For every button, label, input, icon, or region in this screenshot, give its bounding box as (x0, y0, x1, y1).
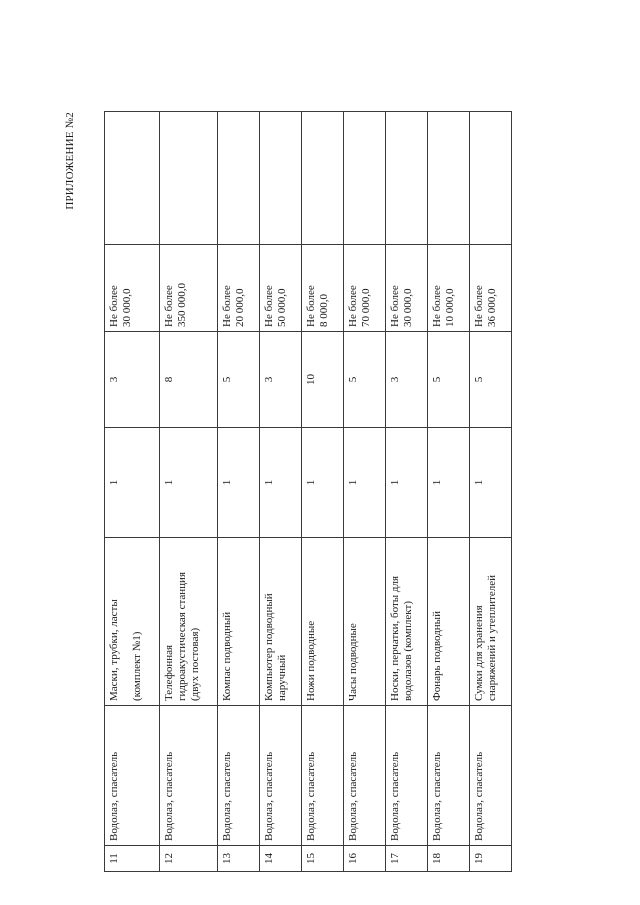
row-quantity-total (260, 332, 302, 428)
row-quantity-total-text: 8 (162, 376, 175, 383)
row-price-text: Не более 70 000,0 (347, 285, 373, 327)
row-number-text: 11 (108, 853, 120, 864)
equipment-table (104, 111, 512, 872)
row-number-text: 19 (473, 853, 485, 864)
row-quantity (428, 428, 470, 538)
row-number (159, 846, 218, 872)
row-quantity-text: 1 (473, 479, 485, 486)
row-empty-cell (302, 112, 344, 245)
row-item-name-text: Телефонная гидроакустическая станция (двух постовая) (162, 571, 201, 701)
row-role-text: Водолаз, спасатель (347, 751, 360, 841)
row-role (386, 706, 428, 846)
row-number (344, 846, 386, 872)
row-item-name (386, 538, 428, 706)
row-price-text: Не более 50 000,0 (263, 285, 289, 327)
row-role (302, 706, 344, 846)
row-quantity-total (302, 332, 344, 428)
row-price-text: Не более 350 000,0 (162, 283, 188, 327)
row-price (428, 245, 470, 332)
row-number-text: 12 (162, 853, 175, 864)
row-item-name-text: Компьютер подводный наручный (263, 593, 289, 701)
row-price-text: Не более 30 000,0 (389, 285, 415, 327)
row-empty-cell (470, 112, 512, 245)
row-number (260, 846, 302, 872)
row-empty-cell (159, 112, 218, 245)
row-number (302, 846, 344, 872)
row-price-text: Не более 8 000,0 (305, 285, 331, 327)
row-role-text: Водолаз, спасатель (305, 751, 318, 841)
table-row (105, 112, 160, 872)
row-quantity-total-text: 5 (431, 376, 444, 383)
row-price (105, 245, 160, 332)
row-number (218, 846, 260, 872)
row-item-name-text: Компас подводный (221, 611, 234, 701)
row-role-text: Водолаз, спасатель (263, 751, 276, 841)
rotated-content (64, 112, 512, 872)
row-role-text: Водолаз, спасатель (162, 751, 175, 841)
row-quantity (344, 428, 386, 538)
row-price-text: Не более 10 000,0 (431, 285, 457, 327)
table-row (159, 112, 218, 872)
row-empty-cell (260, 112, 302, 245)
row-number (105, 846, 160, 872)
table-row (302, 112, 344, 872)
row-role (159, 706, 218, 846)
table-row (218, 112, 260, 872)
row-role (260, 706, 302, 846)
row-quantity (260, 428, 302, 538)
row-empty-cell (218, 112, 260, 245)
row-number-text: 16 (347, 853, 360, 864)
row-item-name-text: Сумки для хранения снаряжений и утеплителей (473, 575, 498, 701)
row-role-text: Водолаз, спасатель (431, 751, 444, 841)
row-quantity-text: 1 (263, 479, 276, 486)
row-price-text: Не более 30 000,0 (108, 285, 133, 327)
row-quantity (105, 428, 160, 538)
table-row (386, 112, 428, 872)
row-quantity-total (470, 332, 512, 428)
row-number (428, 846, 470, 872)
row-price (344, 245, 386, 332)
row-empty-cell (105, 112, 160, 245)
row-quantity-total-text: 3 (389, 376, 402, 383)
row-quantity-total-text: 3 (108, 376, 120, 383)
row-quantity-total (344, 332, 386, 428)
row-quantity-text: 1 (305, 479, 318, 486)
row-item-name (344, 538, 386, 706)
row-item-name (470, 538, 512, 706)
row-price-text: Не более 36 000,0 (473, 285, 498, 327)
row-quantity-text: 1 (389, 479, 402, 486)
row-role (105, 706, 160, 846)
row-quantity-total-text: 5 (473, 376, 485, 383)
row-role (344, 706, 386, 846)
row-item-name (260, 538, 302, 706)
row-price (218, 245, 260, 332)
row-quantity (218, 428, 260, 538)
row-role-text: Водолаз, спасатель (221, 751, 234, 841)
row-number-text: 14 (263, 853, 276, 864)
row-price (386, 245, 428, 332)
table-row (428, 112, 470, 872)
row-quantity-text: 1 (431, 479, 444, 486)
row-price (260, 245, 302, 332)
table-row (344, 112, 386, 872)
row-quantity-total (428, 332, 470, 428)
row-number-text: 17 (389, 853, 402, 864)
row-number-text: 13 (221, 853, 234, 864)
row-quantity-total-text: 5 (347, 376, 360, 383)
row-item-name (428, 538, 470, 706)
row-item-name-text: Ножи подводные (305, 620, 318, 701)
row-quantity (159, 428, 218, 538)
row-empty-cell (386, 112, 428, 245)
row-number (386, 846, 428, 872)
row-item-name-text: Фонарь подводный (431, 611, 444, 701)
row-empty-cell (344, 112, 386, 245)
annex-title: ПРИЛОЖЕНИЕ №2 (64, 112, 76, 210)
table-row (470, 112, 512, 872)
row-price (302, 245, 344, 332)
row-role-text: Водолаз, спасатель (473, 751, 485, 841)
row-number (470, 846, 512, 872)
row-item-name-text: Маски, трубки, ласты (108, 599, 120, 701)
row-quantity-total (159, 332, 218, 428)
row-number-text: 18 (431, 853, 444, 864)
row-role-text: Водолаз, спасатель (108, 751, 120, 841)
row-quantity-text: 1 (162, 479, 175, 486)
row-quantity-total (386, 332, 428, 428)
row-item-name (218, 538, 260, 706)
row-quantity (386, 428, 428, 538)
row-item-subnote: (комплект №1) (131, 631, 143, 701)
row-role (428, 706, 470, 846)
row-empty-cell (428, 112, 470, 245)
row-item-name-text: Носки, перчатки, боты для водолазов (комплект) (389, 575, 415, 701)
row-quantity-text: 1 (108, 479, 120, 486)
row-price (470, 245, 512, 332)
row-role-text: Водолаз, спасатель (389, 751, 402, 841)
row-quantity-total-text: 5 (221, 376, 234, 383)
row-price (159, 245, 218, 332)
row-role (470, 706, 512, 846)
row-quantity-text: 1 (221, 479, 234, 486)
row-item-name (105, 538, 160, 706)
row-price-text: Не более 20 000,0 (221, 285, 247, 327)
row-quantity-total-text: 3 (263, 376, 276, 383)
row-item-name (159, 538, 218, 706)
row-item-name-text: Часы подводные (347, 623, 360, 701)
table-row (260, 112, 302, 872)
row-item-name (302, 538, 344, 706)
row-quantity-total-text: 10 (305, 374, 318, 385)
row-number-text: 15 (305, 853, 318, 864)
row-quantity (302, 428, 344, 538)
row-quantity-total (105, 332, 160, 428)
row-quantity-text: 1 (347, 479, 360, 486)
row-quantity-total (218, 332, 260, 428)
row-quantity (470, 428, 512, 538)
row-role (218, 706, 260, 846)
